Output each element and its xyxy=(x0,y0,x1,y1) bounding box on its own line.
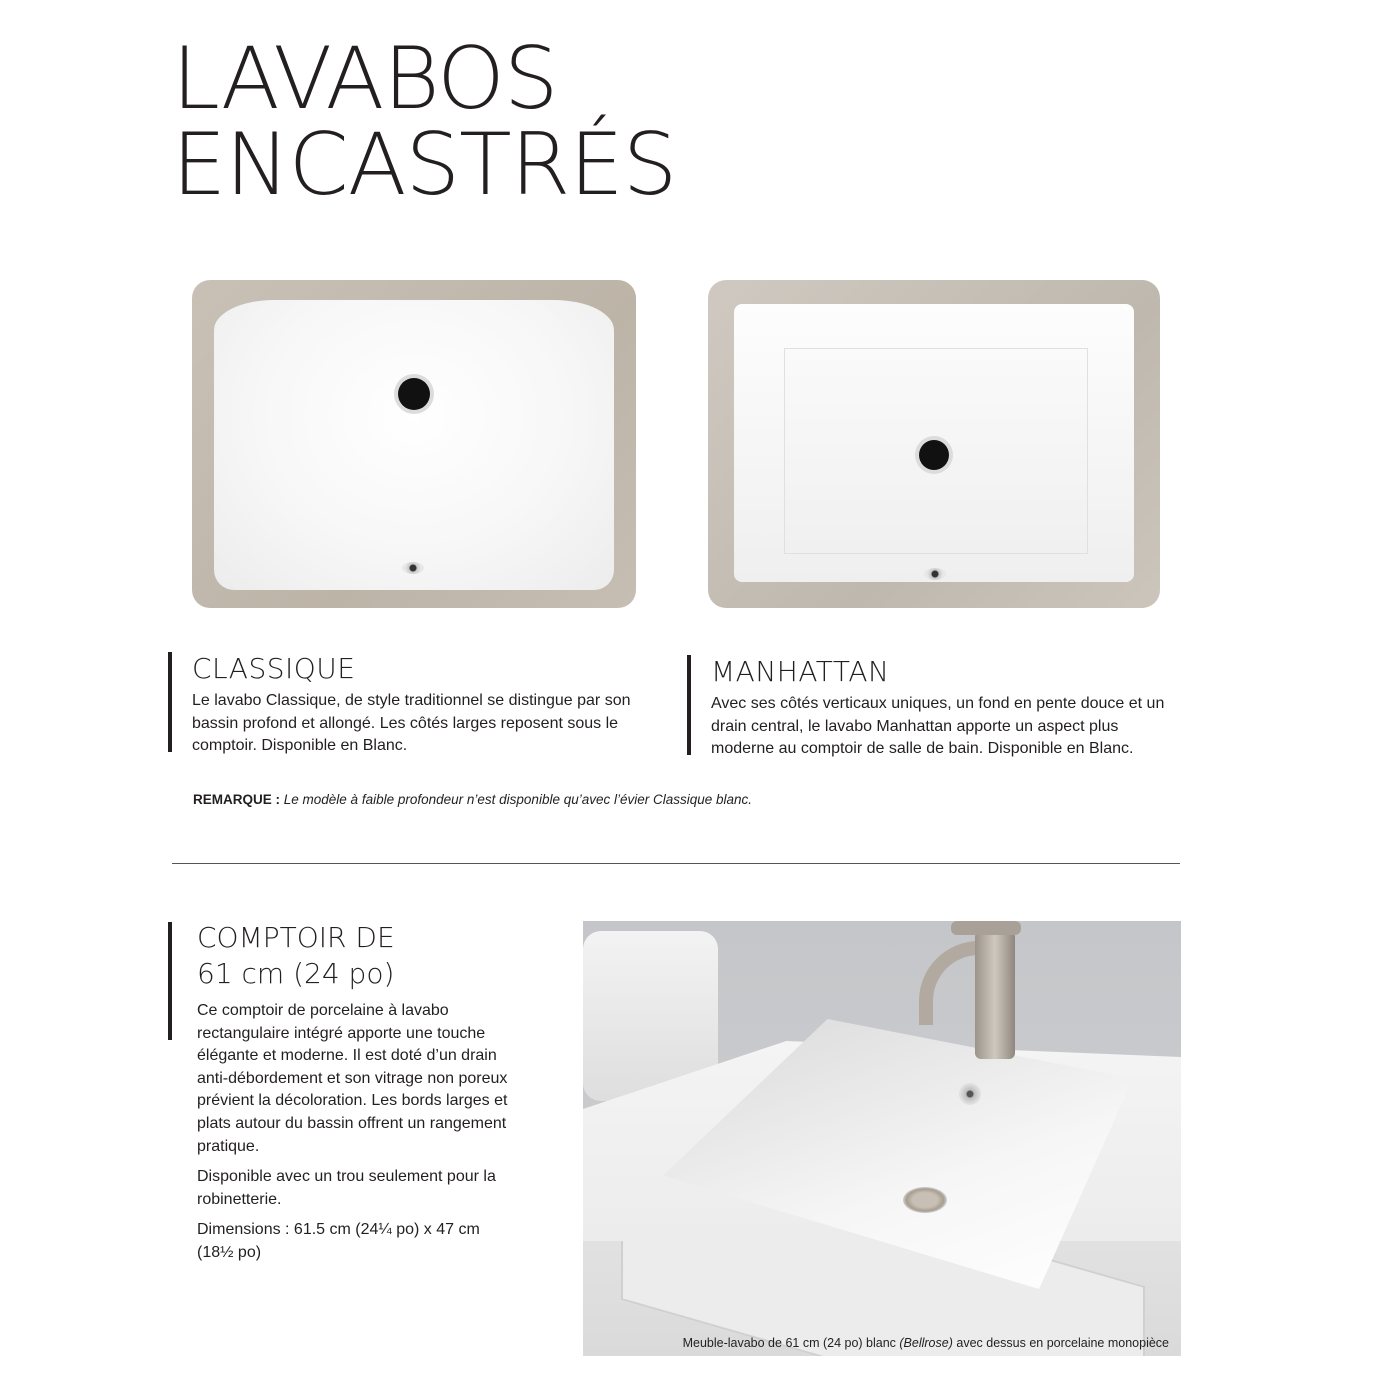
classique-sink-image xyxy=(192,280,636,608)
counter-heading-line1: COMPTOIR DE xyxy=(197,921,395,954)
section-divider xyxy=(172,863,1180,864)
caption-text: Meuble-lavabo de 61 cm (24 po) blanc xyxy=(682,1336,900,1350)
classique-description: Le lavabo Classique, de style traditionnel se distingue par son bassin profond et allongé. Les côtés larges reposent sous le comptoir. Disponible en Blanc. xyxy=(192,692,631,755)
counter-heading-line2: 61 cm (24 po) xyxy=(197,957,395,990)
manhattan-heading: MANHATTAN xyxy=(711,655,890,688)
vanity-photo xyxy=(583,921,1181,1356)
manhattan-description: Avec ses côtés verticaux uniques, un fond en pente douce et un drain central, le lavabo Manhattan apporte un aspect plus moderne au comptoir de salle de bain. Disponible en Blanc. xyxy=(711,695,1165,758)
page-title-line2: ENCASTRÉS xyxy=(172,115,677,215)
overflow-icon xyxy=(402,562,424,574)
page-title xyxy=(172,29,677,215)
drain-icon xyxy=(919,440,949,470)
caption-model: (Bellrose) xyxy=(899,1336,953,1350)
overflow-icon xyxy=(924,568,946,580)
counter-paragraph: Ce comptoir de porcelaine à lavabo rectangulaire intégré apporte une touche élégante et moderne. Il est doté d’un drain anti-débordement et son vitrage non poreux prévient la décoloration. Les bords larges et plats autour du bassin offrent un rangement pratique. xyxy=(197,1002,508,1155)
faucet-handle xyxy=(951,921,1021,935)
photo-caption xyxy=(683,1336,1169,1350)
drain-icon xyxy=(398,378,430,410)
counter-dimensions: Dimensions : 61.5 cm (24¼ po) x 47 cm (18½ po) xyxy=(197,1221,480,1261)
note xyxy=(193,792,752,807)
manhattan-section xyxy=(687,655,1181,758)
classique-section xyxy=(168,652,662,755)
drain-icon xyxy=(903,1187,947,1213)
counter-section xyxy=(197,920,517,1265)
classique-heading: CLASSIQUE xyxy=(192,652,356,685)
caption-text-end: avec dessus en porcelaine monopièce xyxy=(952,1336,1169,1350)
sink-basin xyxy=(214,300,614,590)
overflow-icon xyxy=(959,1083,981,1105)
note-label: REMARQUE : xyxy=(193,792,280,807)
faucet-icon xyxy=(975,931,1015,1059)
counter-paragraph: Disponible avec un trou seulement pour la robinetterie. xyxy=(197,1168,496,1208)
counter-heading xyxy=(197,920,517,992)
manhattan-sink-image xyxy=(708,280,1160,608)
note-text: Le modèle à faible profondeur n’est disponible qu’avec l’évier Classique blanc. xyxy=(283,792,753,807)
page-title-line1: LAVABOS xyxy=(172,29,558,129)
counter-accent-bar xyxy=(168,922,172,1040)
